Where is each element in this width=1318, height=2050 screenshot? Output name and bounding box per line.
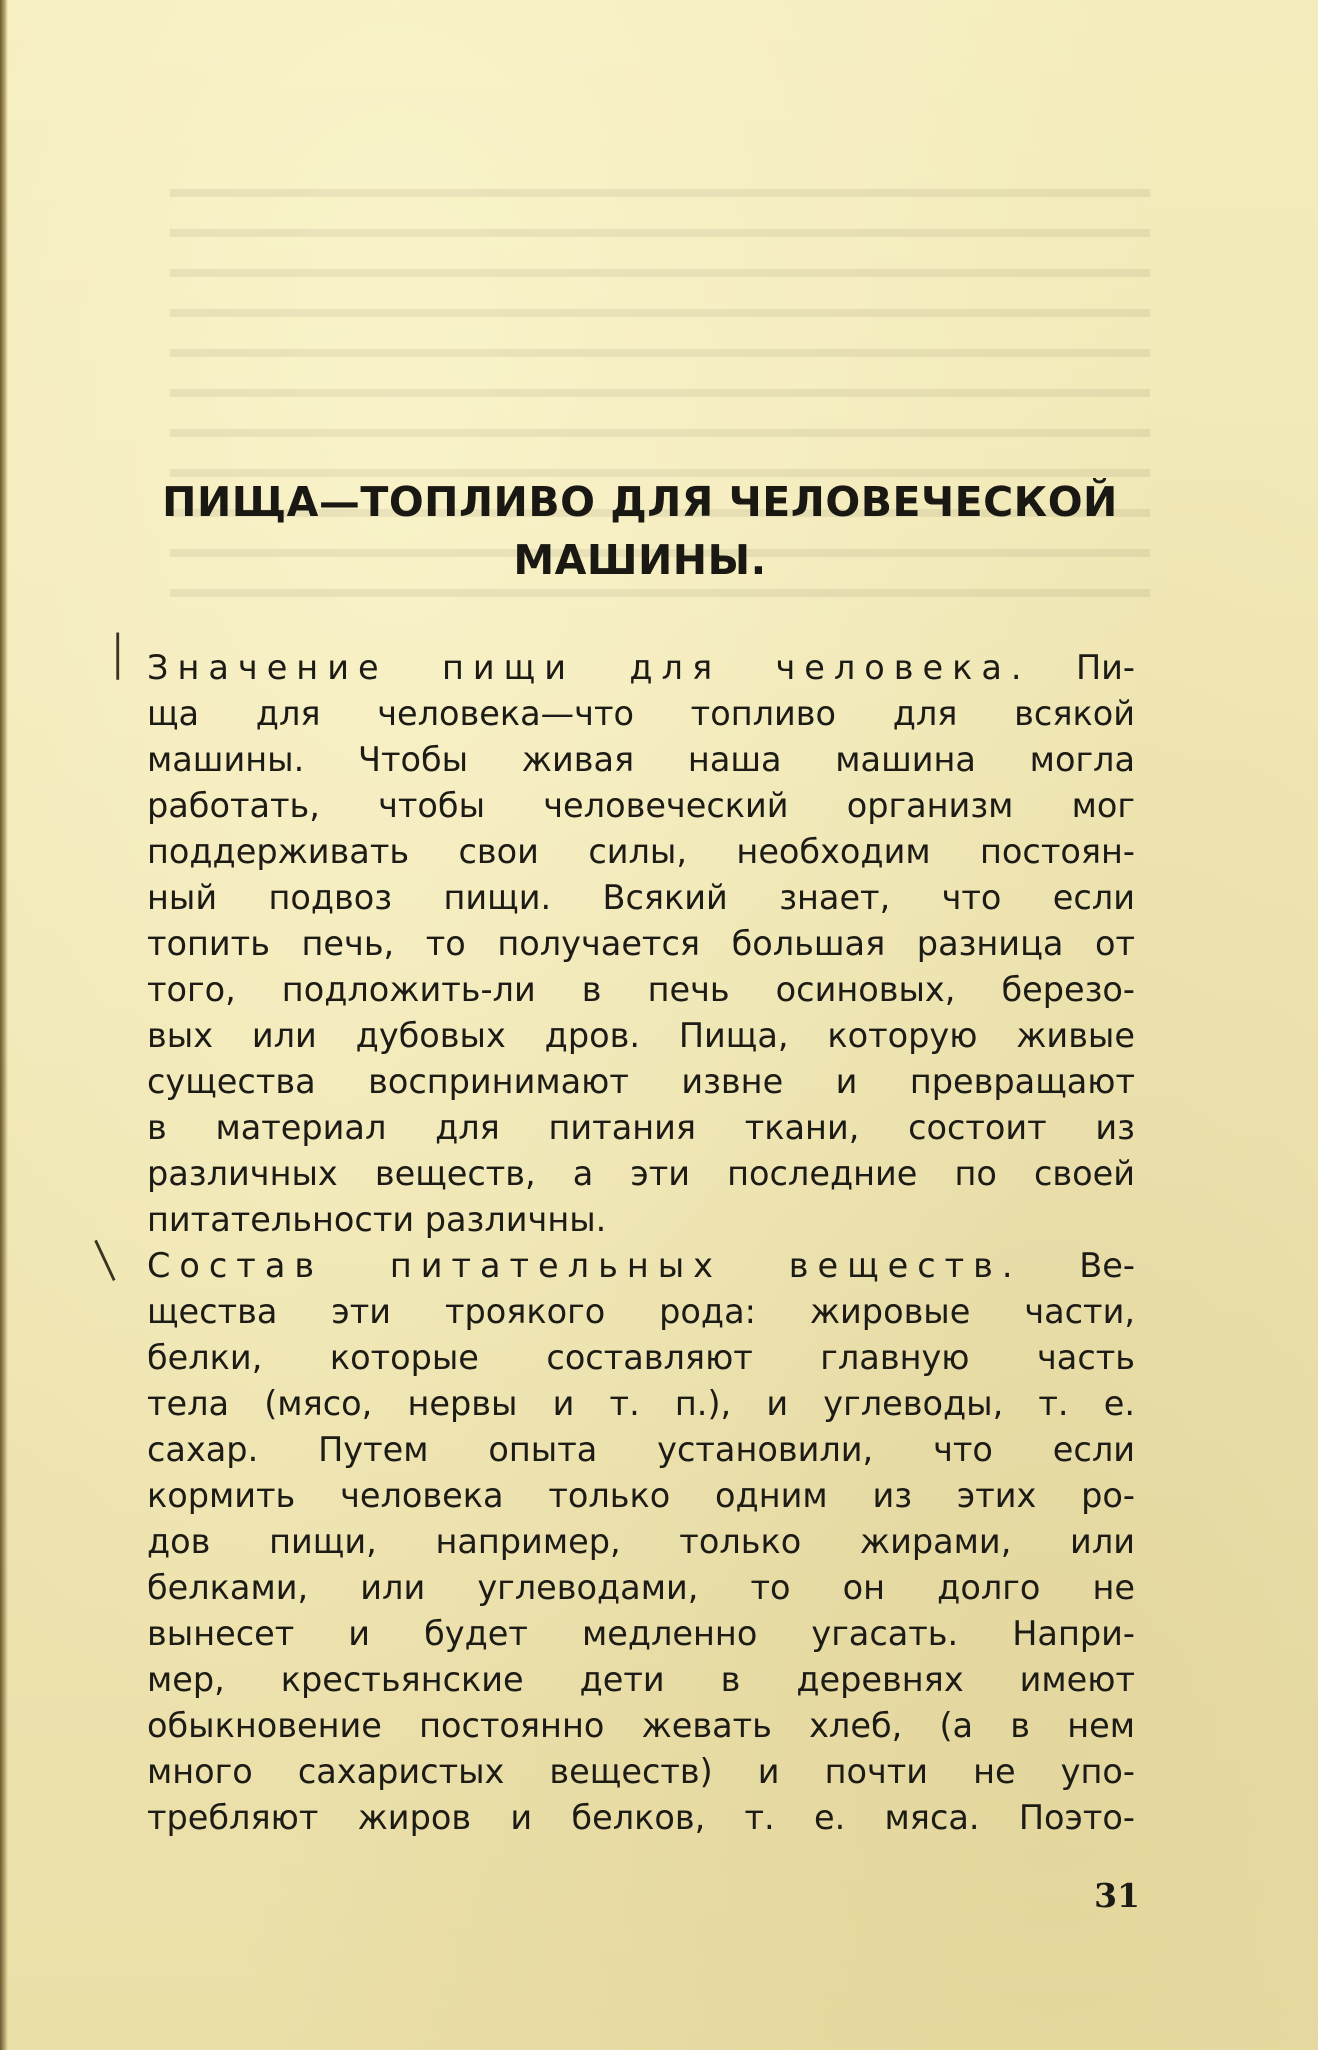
margin-mark-icon: | (112, 625, 124, 681)
text-line: щества эти троякого рода: жировые части, (147, 1292, 1135, 1331)
text-line: поддерживать свои силы, необходим постоян- (147, 832, 1135, 871)
text-line: существа воспринимают извне и превращают (147, 1062, 1135, 1101)
text-fragment: Пи- (1030, 648, 1135, 687)
text-line: ща для человека—что топливо для всякой (147, 694, 1135, 733)
section-heading-food-importance: Значение пищи для человека. (147, 648, 1031, 687)
text-line: в материал для питания ткани, состоит из (147, 1108, 1135, 1147)
text-line: сахар. Путем опыта установили, что если (147, 1430, 1135, 1469)
text-line: белками, или углеводами, то он долго не (147, 1568, 1135, 1607)
text-fragment: Ве- (1021, 1246, 1135, 1285)
text-line: обыкновение постоянно жевать хлеб, (а в нем (147, 1706, 1135, 1745)
margin-mark-icon: | (87, 1232, 120, 1284)
text-line: топить печь, то получается большая разница от (147, 924, 1135, 963)
text-line: кормить человека только одним из этих ро- (147, 1476, 1135, 1515)
text-line: мер, крестьянские дети в деревнях имеют (147, 1660, 1135, 1699)
text-line: вых или дубовых дров. Пища, которую живые (147, 1016, 1135, 1055)
text-line: тела (мясо, нервы и т. п.), и углеводы, т. е. (147, 1384, 1135, 1423)
text-line: дов пищи, например, только жирами, или (147, 1522, 1135, 1561)
page-binding-edge (0, 0, 8, 2050)
section-heading-nutrient-composition: Состав питательных веществ. (147, 1246, 1022, 1285)
chapter-title-line-1: ПИЩА—ТОПЛИВО ДЛЯ ЧЕЛОВЕЧЕСКОЙ (162, 478, 1118, 526)
text-line: машины. Чтобы живая наша машина могла (147, 740, 1135, 779)
text-line: работать, чтобы человеческий организм мог (147, 786, 1135, 825)
paragraph-2-line-1 (147, 1243, 1135, 1289)
text-line: различных веществ, а эти последние по своей (147, 1154, 1135, 1193)
text-line-last: питательности различны. (147, 1200, 607, 1239)
page-number: 31 (1094, 1876, 1140, 1915)
text-line: вынесет и будет медленно угасать. Напри- (147, 1614, 1135, 1653)
text-line: много сахаристых веществ) и почти не упо- (147, 1752, 1135, 1791)
paragraph-1-line-1 (147, 645, 1135, 691)
chapter-title-line-2: МАШИНЫ. (513, 536, 767, 584)
text-line: требляют жиров и белков, т. е. мяса. Поэто- (147, 1798, 1135, 1837)
text-line: того, подложить-ли в печь осиновых, березо- (147, 970, 1135, 1009)
text-line: ный подвоз пищи. Всякий знает, что если (147, 878, 1135, 917)
text-line: белки, которые составляют главную часть (147, 1338, 1135, 1377)
